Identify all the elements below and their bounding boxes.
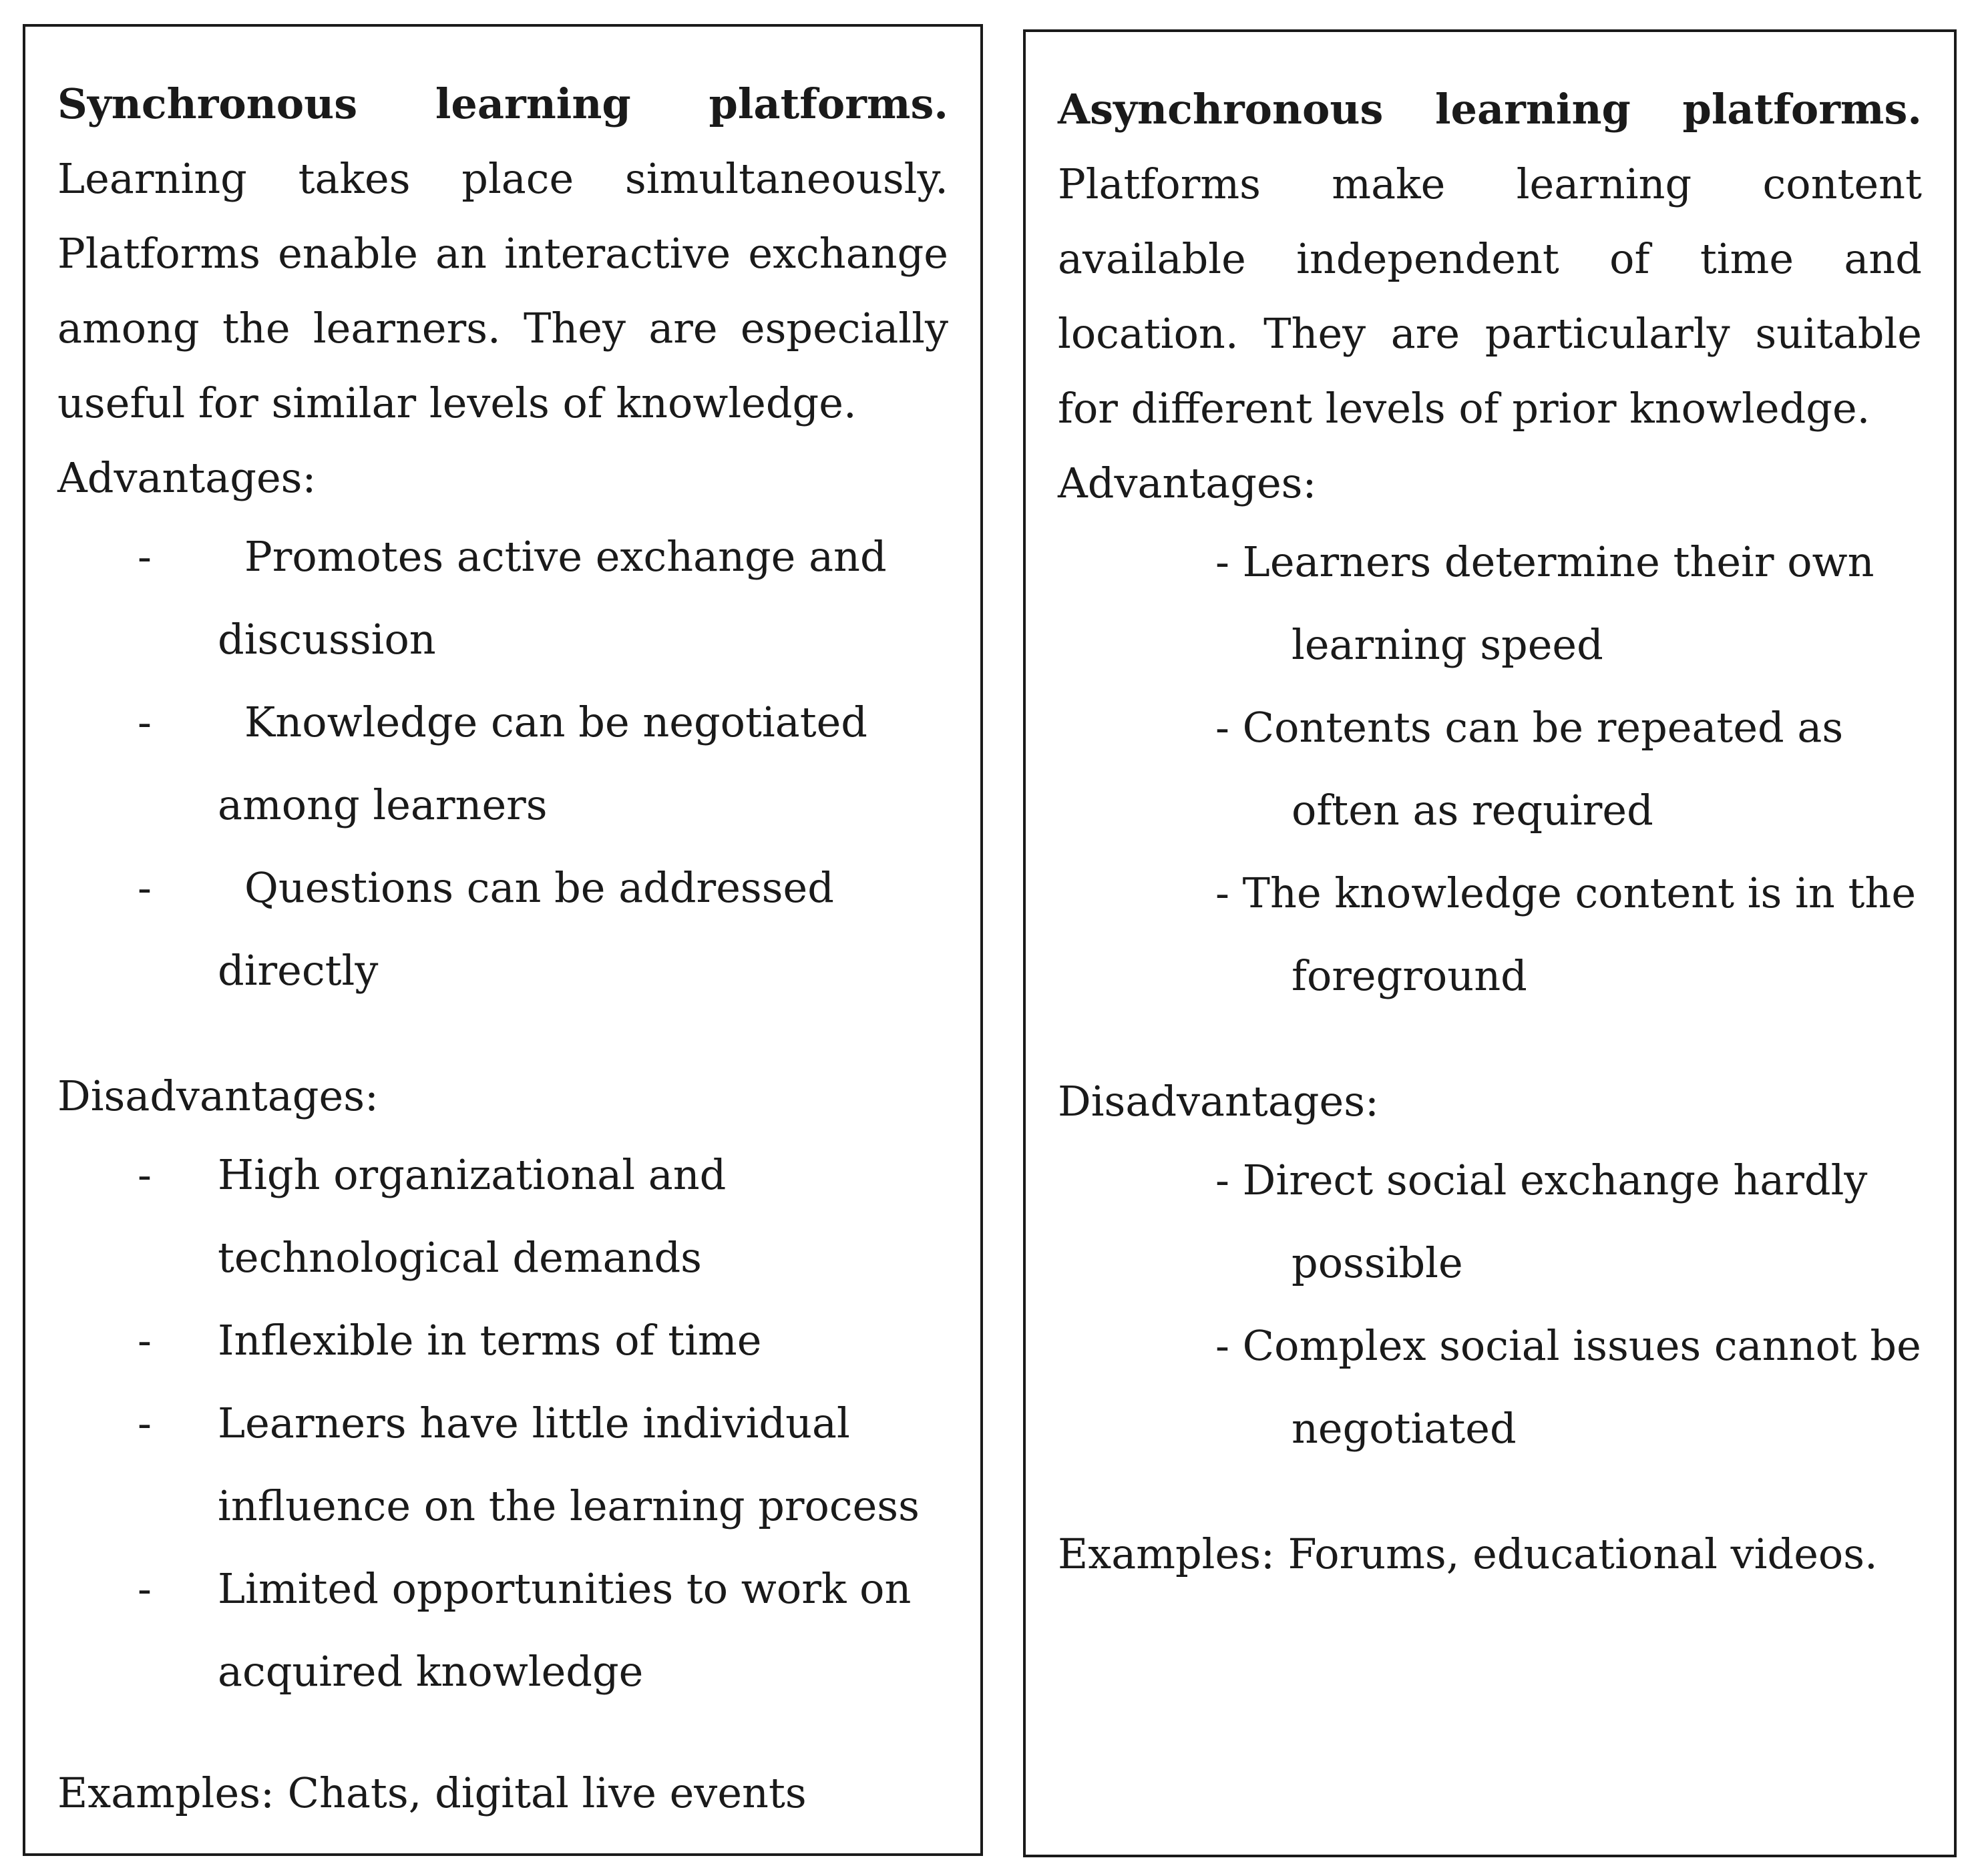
bullet-dash: - (138, 1399, 152, 1447)
list-item: - Promotes active exchange and discussion (57, 515, 948, 681)
synchronous-examples: Examples: Chats, digital live events (57, 1769, 807, 1817)
asynchronous-description: Platforms make learning content available independent of time and location. They are particularly suitable for different levels of prior knowledge. (1058, 160, 1922, 433)
bullet-dash: - (1215, 1156, 1229, 1204)
asynchronous-disadvantages-list (1058, 1139, 1922, 1470)
synchronous-intro (57, 67, 948, 441)
list-item: - Learners have little individual influence on the learning process (57, 1382, 948, 1548)
synchronous-disadvantages-list (57, 1134, 948, 1713)
bullet-dash: - (138, 698, 152, 746)
list-item: - Inflexible in terms of time (57, 1299, 948, 1382)
asynchronous-disadvantages-label: Disadvantages: (1058, 1077, 1379, 1126)
asynchronous-examples: Examples: Forums, educational videos. (1058, 1530, 1878, 1578)
list-item: - Contents can be repeated as often as required (1215, 703, 1844, 835)
asynchronous-title: Asynchronous learning platforms. (1058, 85, 1922, 134)
synchronous-description: Learning takes place simultaneously. Platforms enable an interactive exchange among the learners. They are especially useful for similar levels of knowledge. (57, 154, 948, 427)
list-item: - Learners determine their own learning speed (1215, 537, 1874, 669)
synchronous-panel (23, 24, 983, 1856)
list-item: - Questions can be addressed directly (57, 847, 948, 1012)
list-item: - The knowledge content is in the foreground (1215, 869, 1917, 1000)
bullet-dash: - (1215, 703, 1229, 752)
bullet-dash: - (1215, 1321, 1229, 1370)
bullet-dash: - (138, 1564, 152, 1613)
synchronous-advantages-list (57, 515, 948, 1012)
list-item: - Direct social exchange hardly possible (1215, 1156, 1868, 1287)
asynchronous-advantages-label: Advantages: (1058, 459, 1317, 507)
bullet-dash: - (138, 1316, 152, 1365)
list-item: - Knowledge can be negotiated among learners (57, 681, 948, 847)
synchronous-disadvantages-label: Disadvantages: (57, 1072, 379, 1120)
bullet-dash: - (138, 1150, 152, 1199)
asynchronous-intro (1058, 72, 1922, 446)
list-item: - Complex social issues cannot be negotiated (1215, 1321, 1921, 1453)
bullet-dash: - (138, 532, 152, 581)
synchronous-title: Synchronous learning platforms. (57, 79, 948, 128)
bullet-dash: - (1215, 869, 1229, 917)
bullet-dash: - (138, 863, 152, 912)
list-item: - Limited opportunities to work on acquired knowledge (57, 1548, 948, 1713)
bullet-dash: - (1215, 537, 1229, 586)
list-item: - High organizational and technological demands (57, 1134, 948, 1299)
asynchronous-advantages-list (1058, 521, 1922, 1017)
synchronous-advantages-label: Advantages: (57, 453, 317, 502)
asynchronous-panel (1023, 29, 1957, 1857)
